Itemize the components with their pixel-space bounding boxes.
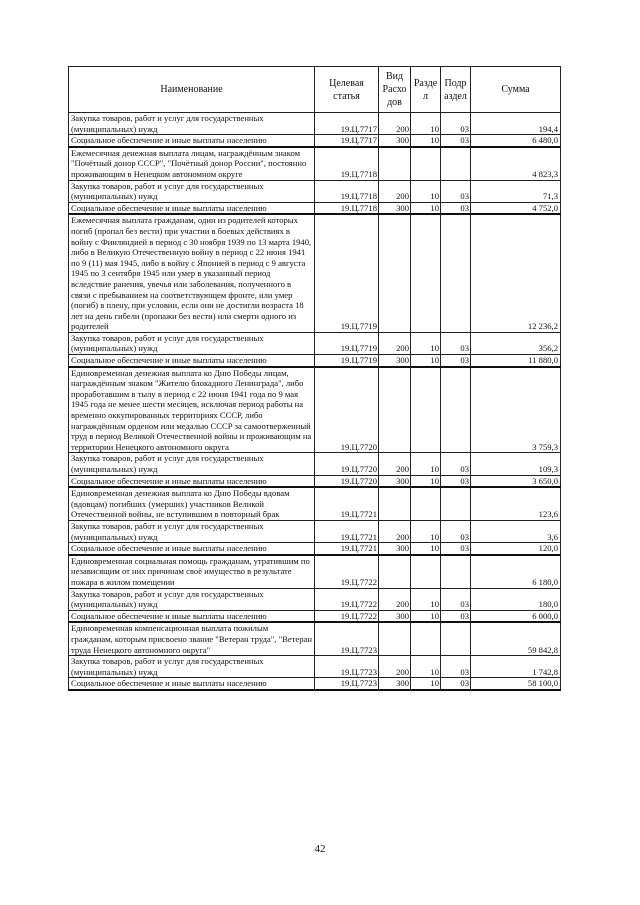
row-section-cell: 10 xyxy=(411,113,441,135)
header-sum: Сумма xyxy=(471,67,561,113)
table-row xyxy=(69,656,561,678)
row-section-cell: 10 xyxy=(411,475,441,487)
row-section-cell xyxy=(411,367,441,453)
row-name-cell: Социальное обеспечение и иные выплаты населению xyxy=(69,678,315,690)
row-expense-type-cell: 200 xyxy=(379,113,411,135)
row-section-cell: 10 xyxy=(411,520,441,542)
row-expense-type-cell: 300 xyxy=(379,475,411,487)
row-section-cell: 10 xyxy=(411,180,441,202)
row-name-cell: Закупка товаров, работ и услуг для государственных (муниципальных) нужд xyxy=(69,656,315,678)
row-name-cell: Социальное обеспечение и иные выплаты населению xyxy=(69,543,315,555)
table-row xyxy=(69,543,561,555)
row-name-cell: Закупка товаров, работ и услуг для государственных (муниципальных) нужд xyxy=(69,520,315,542)
budget-table xyxy=(68,66,561,691)
table-row xyxy=(69,332,561,354)
row-sum-cell: 356,2 xyxy=(471,332,561,354)
row-subsection-cell: 03 xyxy=(441,475,471,487)
row-section-cell xyxy=(411,487,441,520)
row-target-article-cell: 19.Ц.7718 xyxy=(315,147,379,180)
row-target-article-cell: 19.Ц.7723 xyxy=(315,622,379,655)
row-expense-type-cell: 300 xyxy=(379,202,411,214)
row-target-article-cell: 19.Ц.7721 xyxy=(315,520,379,542)
budget-table-sheet xyxy=(68,66,560,691)
header-expense-type: Вид Расхо дов xyxy=(379,67,411,113)
header-subsection: Подр аздел xyxy=(441,67,471,113)
row-sum-cell: 6 000,0 xyxy=(471,610,561,622)
row-subsection-cell xyxy=(441,622,471,655)
row-expense-type-cell xyxy=(379,622,411,655)
row-target-article-cell: 19.Ц.7717 xyxy=(315,113,379,135)
row-sum-cell: 194,4 xyxy=(471,113,561,135)
table-row xyxy=(69,113,561,135)
table-row xyxy=(69,555,561,588)
row-subsection-cell: 03 xyxy=(441,588,471,610)
row-sum-cell: 3,6 xyxy=(471,520,561,542)
row-expense-type-cell: 200 xyxy=(379,453,411,475)
row-expense-type-cell: 200 xyxy=(379,332,411,354)
table-row xyxy=(69,135,561,147)
row-name-cell: Социальное обеспечение и иные выплаты населению xyxy=(69,610,315,622)
row-sum-cell: 4 823,3 xyxy=(471,147,561,180)
page-number: 42 xyxy=(314,843,326,855)
row-subsection-cell: 03 xyxy=(441,332,471,354)
table-row xyxy=(69,355,561,367)
row-sum-cell: 71,3 xyxy=(471,180,561,202)
row-subsection-cell: 03 xyxy=(441,202,471,214)
row-target-article-cell: 19.Ц.7721 xyxy=(315,487,379,520)
row-name-cell: Единовременная социальная помощь гражданам, утратившим по независящим от них причинам своё имущество в результате пожара в жилом помещении xyxy=(69,555,315,588)
row-subsection-cell: 03 xyxy=(441,355,471,367)
row-target-article-cell: 19.Ц.7722 xyxy=(315,555,379,588)
table-row xyxy=(69,214,561,332)
table-row xyxy=(69,475,561,487)
table-header-row xyxy=(69,67,561,113)
header-target-article: Целевая статья xyxy=(315,67,379,113)
row-subsection-cell: 03 xyxy=(441,453,471,475)
row-target-article-cell: 19.Ц.7720 xyxy=(315,367,379,453)
row-name-cell: Социальное обеспечение и иные выплаты населению xyxy=(69,202,315,214)
row-sum-cell: 4 752,0 xyxy=(471,202,561,214)
row-subsection-cell: 03 xyxy=(441,113,471,135)
row-target-article-cell: 19.Ц.7717 xyxy=(315,135,379,147)
row-sum-cell: 123,6 xyxy=(471,487,561,520)
row-name-cell: Закупка товаров, работ и услуг для государственных (муниципальных) нужд xyxy=(69,332,315,354)
row-name-cell: Закупка товаров, работ и услуг для государственных (муниципальных) нужд xyxy=(69,453,315,475)
row-section-cell: 10 xyxy=(411,656,441,678)
row-section-cell: 10 xyxy=(411,453,441,475)
row-name-cell: Закупка товаров, работ и услуг для государственных (муниципальных) нужд xyxy=(69,588,315,610)
row-name-cell: Социальное обеспечение и иные выплаты населению xyxy=(69,475,315,487)
row-subsection-cell: 03 xyxy=(441,678,471,690)
row-name-cell: Закупка товаров, работ и услуг для государственных (муниципальных) нужд xyxy=(69,180,315,202)
row-sum-cell: 109,3 xyxy=(471,453,561,475)
row-section-cell: 10 xyxy=(411,202,441,214)
row-section-cell xyxy=(411,555,441,588)
row-section-cell: 10 xyxy=(411,588,441,610)
row-name-cell: Единовременная денежная выплата ко Дню Победы лицам, награждённым знаком "Жителю блокадного Ленинграда", либо проработавшим в тылу в период с 22 июня 1941 года по 9 мая 1945 года не менее шести месяцев, исключая период работы на временно оккупированных территориях СССР, либо награждённым орденом или медалью СССР за самоотверженный труд в период Великой Отечественной войны и проживающим на территории Ненецкого автономного округа xyxy=(69,367,315,453)
row-name-cell: Социальное обеспечение и иные выплаты населению xyxy=(69,135,315,147)
row-sum-cell: 12 236,2 xyxy=(471,214,561,332)
row-subsection-cell xyxy=(441,367,471,453)
table-row xyxy=(69,367,561,453)
row-expense-type-cell: 300 xyxy=(379,543,411,555)
row-section-cell xyxy=(411,622,441,655)
row-expense-type-cell: 300 xyxy=(379,678,411,690)
row-expense-type-cell: 300 xyxy=(379,355,411,367)
row-expense-type-cell xyxy=(379,487,411,520)
row-expense-type-cell: 200 xyxy=(379,520,411,542)
row-section-cell: 10 xyxy=(411,135,441,147)
row-expense-type-cell xyxy=(379,147,411,180)
row-sum-cell: 3 759,3 xyxy=(471,367,561,453)
row-expense-type-cell xyxy=(379,367,411,453)
row-expense-type-cell xyxy=(379,555,411,588)
header-name: Наименование xyxy=(69,67,315,113)
row-sum-cell: 3 650,0 xyxy=(471,475,561,487)
row-subsection-cell xyxy=(441,214,471,332)
row-target-article-cell: 19.Ц.7722 xyxy=(315,588,379,610)
header-section: Разде л xyxy=(411,67,441,113)
row-name-cell: Единовременная компенсационная выплата пожилым гражданам, которым присвоено звание "Ветеран труда", "Ветеран труда Ненецкого автономного округа" xyxy=(69,622,315,655)
row-sum-cell: 6 180,0 xyxy=(471,555,561,588)
row-subsection-cell: 03 xyxy=(441,520,471,542)
row-name-cell: Закупка товаров, работ и услуг для государственных (муниципальных) нужд xyxy=(69,113,315,135)
row-sum-cell: 6 480,0 xyxy=(471,135,561,147)
table-row xyxy=(69,678,561,690)
table-row xyxy=(69,202,561,214)
row-name-cell: Единовременная денежная выплата ко Дню Победы вдовам (вдовцам) погибших (умерших) участников Великой Отечественной войны, не вступившим в повторный брак xyxy=(69,487,315,520)
row-name-cell: Ежемесячная денежная выплата лицам, награждённым знаком "Почётный донор СССР", "Почётный донор России", постоянно проживающим в Ненецком автономном округе xyxy=(69,147,315,180)
table-row xyxy=(69,147,561,180)
row-target-article-cell: 19.Ц.7723 xyxy=(315,678,379,690)
row-subsection-cell: 03 xyxy=(441,180,471,202)
row-target-article-cell: 19.Ц.7718 xyxy=(315,202,379,214)
row-expense-type-cell xyxy=(379,214,411,332)
row-expense-type-cell: 300 xyxy=(379,610,411,622)
row-target-article-cell: 19.Ц.7720 xyxy=(315,475,379,487)
row-subsection-cell xyxy=(441,147,471,180)
row-target-article-cell: 19.Ц.7722 xyxy=(315,610,379,622)
row-name-cell: Ежемесячная выплата гражданам, один из родителей которых погиб (пропал без вести) при участии в боевых действиях в войну с Финляндией в период с 30 ноября 1939 по 13 марта 1940, либо в Великую Отечественную войну в период с 22 июня 1941 по 9 (11) мая 1945, либо в войну с Японией в период с 9 августа 1945 по 3 сентября 1945 или умер в указанный период вследствие ранения, увечья или заболевания, полученного в связи с пребыванием на соответствующем фронте, или умер (погиб) в плену, при условии, если они не достигли возраста 18 лет на день гибели (пропажи без вести) или смерти одного из родителей xyxy=(69,214,315,332)
row-section-cell xyxy=(411,214,441,332)
row-subsection-cell: 03 xyxy=(441,543,471,555)
row-section-cell: 10 xyxy=(411,355,441,367)
row-target-article-cell: 19.Ц.7719 xyxy=(315,214,379,332)
row-target-article-cell: 19.Ц.7718 xyxy=(315,180,379,202)
row-name-cell: Социальное обеспечение и иные выплаты населению xyxy=(69,355,315,367)
table-row xyxy=(69,588,561,610)
table-row xyxy=(69,622,561,655)
row-section-cell: 10 xyxy=(411,332,441,354)
row-expense-type-cell: 200 xyxy=(379,656,411,678)
row-target-article-cell: 19.Ц.7721 xyxy=(315,543,379,555)
row-subsection-cell: 03 xyxy=(441,656,471,678)
row-target-article-cell: 19.Ц.7723 xyxy=(315,656,379,678)
row-subsection-cell xyxy=(441,487,471,520)
table-row xyxy=(69,453,561,475)
row-target-article-cell: 19.Ц.7720 xyxy=(315,453,379,475)
row-sum-cell: 58 100,0 xyxy=(471,678,561,690)
row-subsection-cell xyxy=(441,555,471,588)
row-section-cell xyxy=(411,147,441,180)
row-section-cell: 10 xyxy=(411,678,441,690)
row-target-article-cell: 19.Ц.7719 xyxy=(315,332,379,354)
row-subsection-cell: 03 xyxy=(441,610,471,622)
table-row xyxy=(69,487,561,520)
row-sum-cell: 120,0 xyxy=(471,543,561,555)
table-row xyxy=(69,610,561,622)
row-expense-type-cell: 300 xyxy=(379,135,411,147)
row-target-article-cell: 19.Ц.7719 xyxy=(315,355,379,367)
row-section-cell: 10 xyxy=(411,543,441,555)
table-row xyxy=(69,520,561,542)
row-expense-type-cell: 200 xyxy=(379,588,411,610)
row-sum-cell: 180,0 xyxy=(471,588,561,610)
row-sum-cell: 1 742,8 xyxy=(471,656,561,678)
table-row xyxy=(69,180,561,202)
row-section-cell: 10 xyxy=(411,610,441,622)
row-sum-cell: 11 880,0 xyxy=(471,355,561,367)
row-sum-cell: 59 842,8 xyxy=(471,622,561,655)
row-expense-type-cell: 200 xyxy=(379,180,411,202)
row-subsection-cell: 03 xyxy=(441,135,471,147)
